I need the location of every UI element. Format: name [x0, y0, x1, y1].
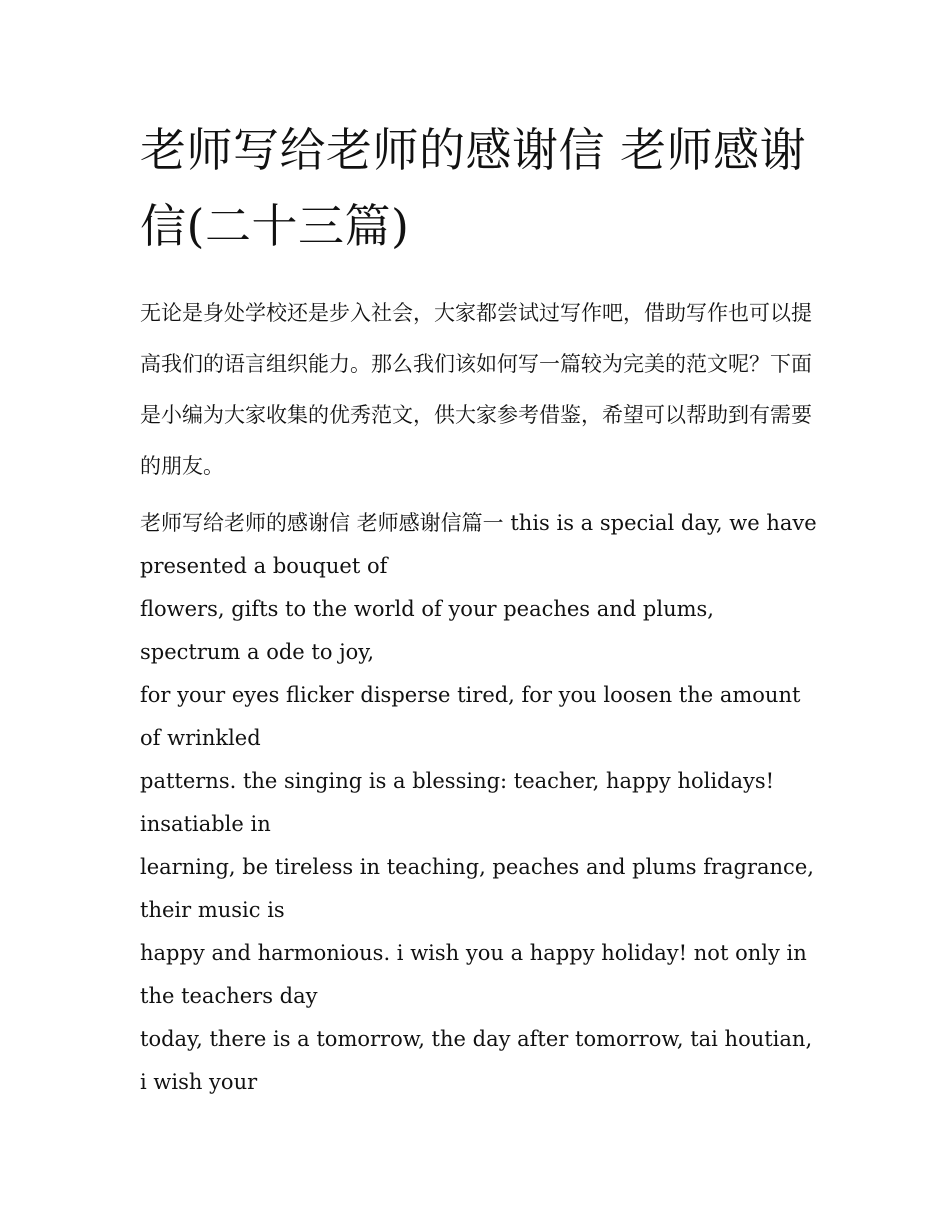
body-line: happy and harmonious. i wish you a happy holiday! not only in the teachers day — [140, 941, 807, 1008]
document-page — [140, 112, 820, 1104]
intro-paragraph: 无论是身处学校还是步入社会，大家都尝试过写作吧，借助写作也可以提高我们的语言组织能力。那么我们该如何写一篇较为完美的范文呢？下面是小编为大家收集的优秀范文，供大家参考借鉴，希望可以帮助到有需要的朋友。 — [140, 301, 812, 478]
body-line: learning, be tireless in teaching, peaches and plums fragrance, their music is — [140, 855, 814, 922]
body-line: today, there is a tomorrow, the day after tomorrow, tai houtian, i wish your — [140, 1027, 813, 1094]
body-line: 老师写给老师的感谢信 老师感谢信篇一 this is a special day, we have presented a bouquet of — [140, 511, 817, 578]
letter-body — [140, 502, 820, 1104]
body-line: patterns. the singing is a blessing: teacher, happy holidays! insatiable in — [140, 769, 775, 836]
body-line: flowers, gifts to the world of your peaches and plums, spectrum a ode to joy, — [140, 597, 714, 664]
body-line: for your eyes flicker disperse tired, for you loosen the amount of wrinkled — [140, 683, 801, 750]
document-title: 老师写给老师的感谢信 老师感谢信(二十三篇) — [140, 123, 807, 253]
